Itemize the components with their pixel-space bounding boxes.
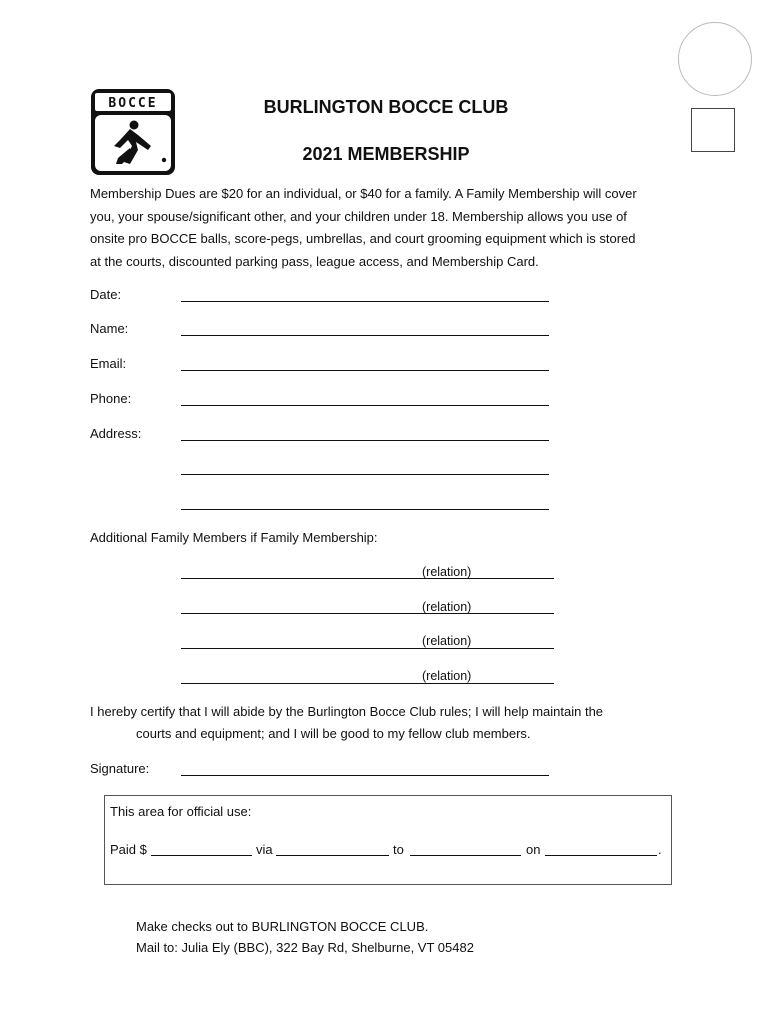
paid-label: Paid $: [110, 842, 147, 857]
page-title: BURLINGTON BOCCE CLUB: [263, 97, 509, 117]
period: .: [658, 842, 662, 857]
address-label: Address:: [90, 426, 142, 441]
bocce-logo: [90, 88, 176, 176]
intro-line: onsite pro BOCCE balls, score-pegs, umbrellas, and court grooming equipment which is stored: [90, 231, 636, 246]
family-member-field[interactable]: [181, 648, 554, 649]
certify-line-2: courts and equipment; and I will be good to my fellow club members.: [136, 726, 531, 741]
on-label: on: [526, 842, 541, 857]
intro-line: at the courts, discounted parking pass, league access, and Membership Card.: [90, 253, 539, 269]
to-label: to: [393, 842, 404, 857]
name-field[interactable]: [181, 335, 549, 336]
mailing-address: Mail to: Julia Ely (BBC), 322 Bay Rd, Shelburne, VT 05482: [136, 940, 474, 955]
phone-field[interactable]: [181, 405, 549, 406]
certify-line-1: I hereby certify that I will abide by the Burlington Bocce Club rules; I will help maintain the: [90, 704, 604, 719]
checks-payable-note: Make checks out to BURLINGTON BOCCE CLUB.: [136, 919, 429, 934]
corner-circle-mark: [678, 22, 752, 96]
address-field-line-2[interactable]: [181, 474, 549, 475]
family-member-field[interactable]: [181, 613, 554, 614]
logo-text: BOCCE: [108, 96, 158, 111]
family-heading: Additional Family Members if Family Membership:: [90, 530, 378, 545]
signature-field[interactable]: [181, 775, 549, 776]
relation-label: (relation): [422, 600, 472, 614]
paid-on-field[interactable]: [545, 855, 657, 856]
intro-line: Membership Dues are $20 for an individual, or $40 for a family. A Family Membership will cover: [90, 186, 637, 201]
relation-label: (relation): [422, 669, 472, 683]
intro-line: you, your spouse/significant other, and your children under 18. Membership allows you use of: [90, 208, 627, 224]
paid-amount-field[interactable]: [151, 855, 252, 856]
official-use-heading: This area for official use:: [110, 804, 252, 819]
paid-to-field[interactable]: [410, 855, 521, 856]
intro-paragraph: [90, 183, 730, 273]
address-field-line-3[interactable]: [181, 509, 549, 510]
corner-square-mark: [691, 108, 735, 152]
family-member-field[interactable]: [181, 683, 554, 684]
email-label: Email:: [90, 356, 127, 371]
page-subtitle: 2021 MEMBERSHIP: [302, 144, 470, 164]
phone-label: Phone:: [90, 391, 132, 406]
name-label: Name:: [90, 321, 129, 336]
relation-label: (relation): [422, 634, 472, 648]
via-label: via: [256, 842, 273, 857]
date-field[interactable]: [181, 301, 549, 302]
email-field[interactable]: [181, 370, 549, 371]
relation-label: (relation): [422, 565, 472, 579]
date-label: Date:: [90, 287, 122, 302]
paid-via-field[interactable]: [276, 855, 389, 856]
family-member-field[interactable]: [181, 578, 554, 579]
address-field-line-1[interactable]: [181, 440, 549, 441]
signature-label: Signature:: [90, 761, 150, 776]
